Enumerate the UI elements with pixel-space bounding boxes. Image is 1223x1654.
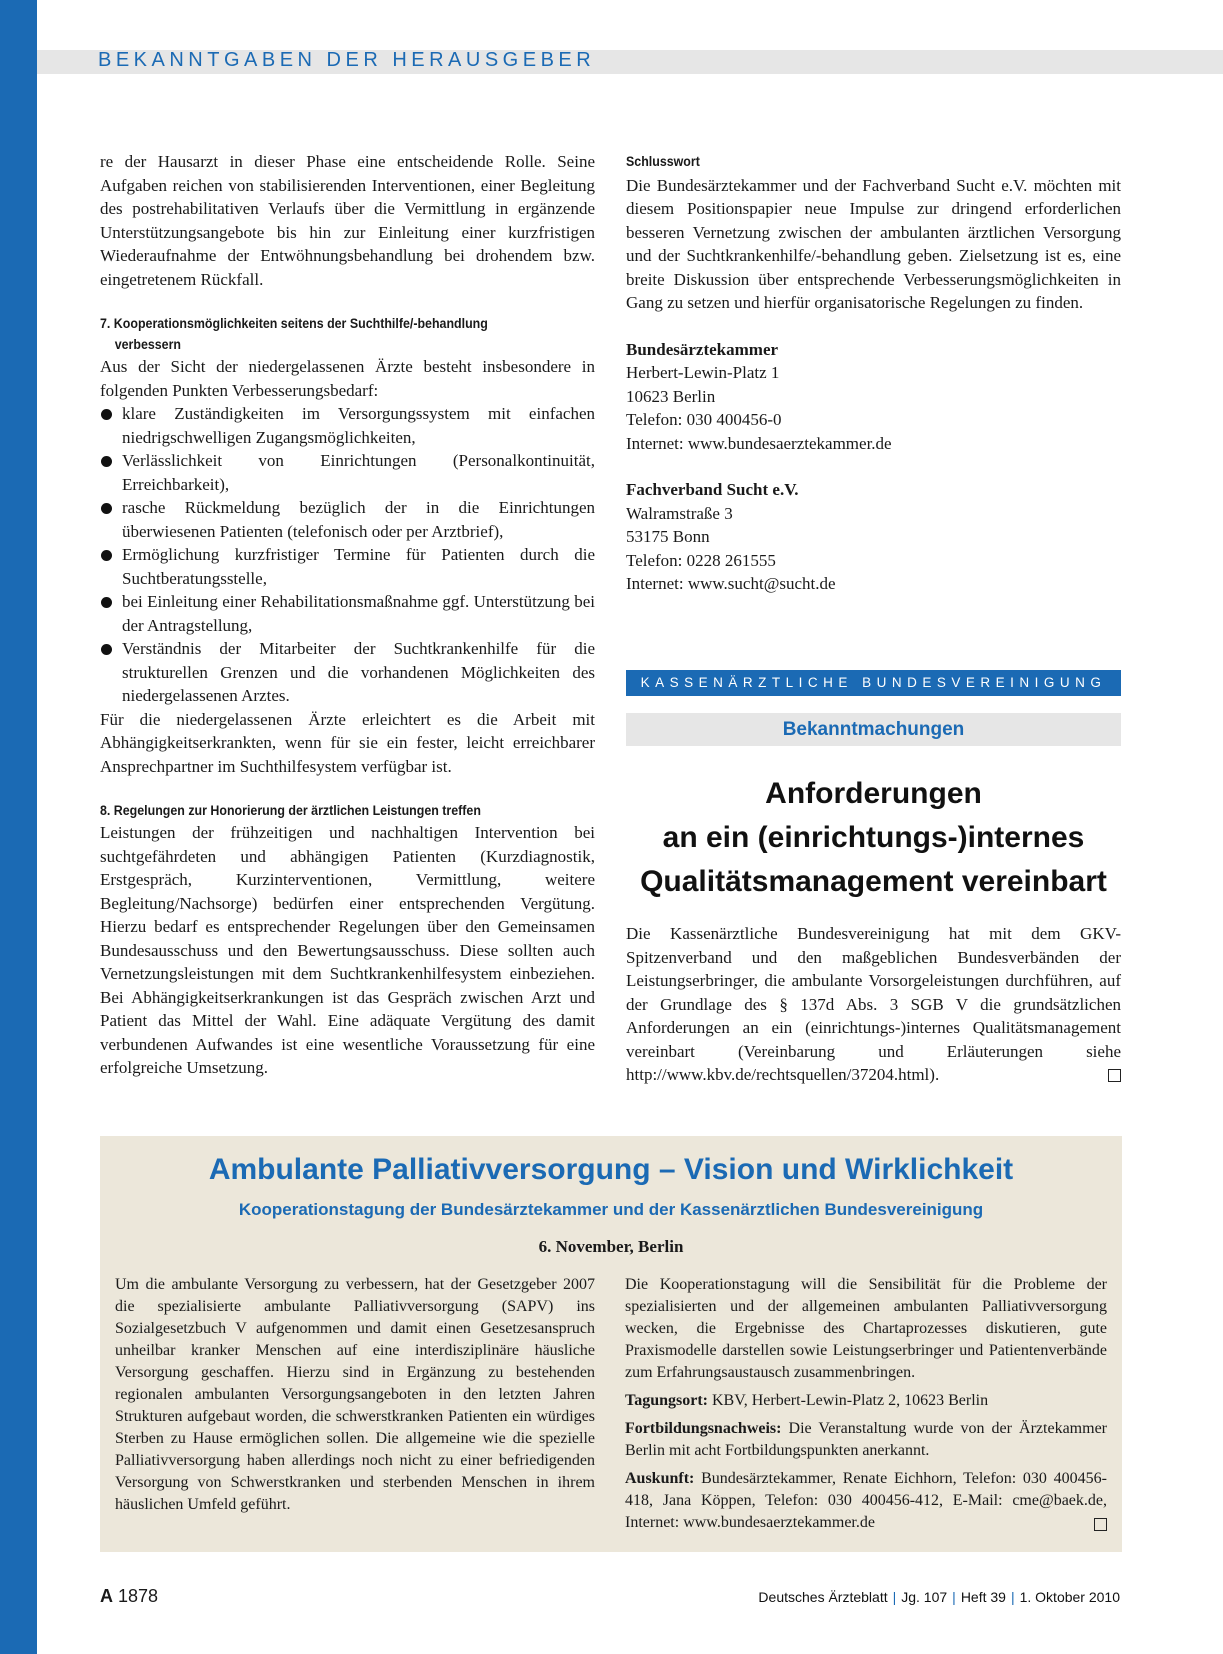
left-color-bar: [0, 0, 37, 1654]
bullet-item: Verlässlichkeit von Einrichtungen (Personalkontinuität, Erreichbarkeit),: [100, 449, 595, 496]
event-venue-label: Tagungsort:: [625, 1392, 708, 1409]
kbv-article-title: [626, 772, 1121, 904]
separator: |: [892, 1589, 897, 1605]
address-street: Herbert-Lewin-Platz 1: [626, 363, 780, 382]
event-cme-text: Die Veranstaltung wurde von der Ärztekammer Berlin mit acht Fortbildungspunkten anerkannt.: [625, 1420, 1107, 1459]
footer-journal-info: [758, 1589, 1120, 1605]
bullet-item: rasche Rückmeldung bezüglich der in die Einrichtungen überwiesenen Patienten (telefonisch oder per Arztbrief),: [100, 496, 595, 543]
section-8-heading: 8. Regelungen zur Honorierung der ärztlichen Leistungen treffen: [100, 803, 481, 818]
kbv-body-text: Die Kassenärztliche Bundesvereinigung hat mit dem GKV-Spitzenverband und den maßgeblichen Bundesverbänden der Leistungserbringer, die ambulante Vorsorgeleistungen durchführen, auf der Grundlage des § 137d Abs. 3 SGB V die grundsätzlichen Anforderungen an ein (einrichtungs-)internes Qualitätsmanagement vereinbart (Vereinbarung und Erläuterungen siehe http://www.kbv.de/rechtsquellen/37204.html).: [626, 924, 1121, 1084]
section-7-bullet-list: [100, 402, 595, 708]
section-7-heading-line2: verbessern: [114, 337, 182, 352]
address-bundesaerztekammer: [626, 338, 1121, 456]
event-announcement-box: [100, 1136, 1122, 1552]
schlusswort-body: Die Bundesärztekammer und der Fachverband Sucht e.V. möchten mit diesem Positionspapier neue Impulse zur dringend erforderlichen besseren Vernetzung zwischen der ambulanten ärztlichen Versorgung und der Suchtkrankenhilfe/-behandlung geben. Zielsetzung ist es, eine breite Diskussion über entsprechende Verbesserungsmöglichkeiten in Gang zu setzen und hierfür organisatorische Regelungen zu finden.: [626, 175, 1121, 312]
event-cme-label: Fortbildungsnachweis:: [625, 1420, 782, 1437]
address-web: Internet: www.sucht@sucht.de: [626, 574, 836, 593]
journal-volume: Jg. 107: [901, 1589, 948, 1605]
event-venue-text: KBV, Herbert-Lewin-Platz 2, 10623 Berlin: [711, 1392, 989, 1409]
address-city: 53175 Bonn: [626, 527, 710, 546]
event-left-column: [115, 1274, 595, 1522]
event-left-body: Um die ambulante Versorgung zu verbessern, hat der Gesetzgeber 2007 die spezialisierte ambulante Palliativversorgung (SAPV) ins Sozialgesetzbuch V aufgenommen und damit einen Gesetzesanspruch unheilbar kranker Menschen auf eine interdisziplinäre häusliche Versorgung geschaffen. Hierzu sind in Ergänzung zu bestehenden regionalen ambulanten Versorgungsangeboten in den letzten Jahren Strukturen aufgebaut worden, die schwerstkranken Patienten ein würdiges Sterben zu Hause ermöglichen sollen. Die allgemeine wie die spezielle Palliativversorgung haben allerdings noch nicht zu einer befriedigenden Versorgung von Schwerstkranken und sterbenden Menschen in ihrem häuslichen Umfeld geführt.: [115, 1276, 595, 1513]
intro-paragraph: re der Hausarzt in dieser Phase eine entscheidende Rolle. Seine Aufgaben reichen von stabilisierenden Interventionen, einer Begleitung des postrehabilitativen Verlaufs über die Vermittlung in ergänzende Unterstützungsangebote bis hin zur Einleitung einer kurzfristigen Wiederaufnahme der Entwöhnungsbehandlung bei drohendem bzw. eingetretenem Rückfall.: [100, 152, 595, 289]
kbv-section-bar: KASSENÄRZTLICHE BUNDESVEREINIGUNG: [626, 670, 1121, 696]
section-7-closing: Für die niedergelassenen Ärzte erleichtert es die Arbeit mit Abhängigkeitserkrankten, wenn für sie ein fester, leicht erreichbarer Ansprechpartner im Suchthilfesystem verfügbar ist.: [100, 709, 595, 776]
journal-issue: Heft 39: [960, 1589, 1006, 1605]
event-title: Ambulante Palliativversorgung – Vision und Wirklichkeit: [208, 1153, 1014, 1186]
address-name: Bundesärztekammer: [626, 339, 779, 359]
footer-page-number: [100, 1586, 158, 1607]
left-column: [100, 150, 595, 1080]
event-cme: [625, 1418, 1107, 1462]
address-phone: Telefon: 0228 261555: [626, 550, 776, 570]
separator: |: [952, 1589, 956, 1605]
bullet-item: klare Zuständigkeiten im Versorgungssystem mit einfachen niedrigschwelligen Zugangsmöglichkeiten,: [100, 402, 595, 449]
kbv-subheading: Bekanntmachungen: [626, 713, 1121, 746]
bullet-item: bei Einleitung einer Rehabilitationsmaßnahme ggf. Unterstützung bei der Antragstellung,: [100, 590, 595, 637]
address-name: Fachverband Sucht e.V.: [626, 480, 799, 499]
separator: |: [1010, 1589, 1015, 1605]
event-info: [625, 1468, 1107, 1534]
address-street: Walramstraße 3: [626, 503, 733, 523]
end-mark-icon: [1108, 1069, 1121, 1082]
section-7-lead: Aus der Sicht der niedergelassenen Ärzte besteht insbesondere in folgenden Punkten Verbesserungsbedarf:: [100, 357, 595, 400]
event-subtitle: Kooperationstagung der Bundesärztekammer und der Kassenärztlichen Bundesvereinigung: [238, 1200, 984, 1219]
event-right-column: [625, 1274, 1107, 1540]
page-prefix: A: [100, 1586, 113, 1606]
right-column: [626, 150, 1121, 596]
address-fachverband-sucht: [626, 478, 1121, 596]
kbv-title-line3: Qualitätsmanagement vereinbart: [640, 865, 1107, 898]
address-phone: Telefon: 030 400456-0: [626, 410, 782, 429]
schlusswort-heading: Schlusswort: [626, 154, 700, 169]
address-web: Internet: www.bundesaerztekammer.de: [626, 433, 892, 453]
section-7-heading-line1: 7. Kooperationsmöglichkeiten seitens der Suchthilfe/-behandlung: [100, 316, 488, 331]
page-number: 1878: [118, 1586, 159, 1606]
kbv-article-body: [626, 922, 1121, 1087]
kbv-title-line2: an ein (einrichtungs-)internes: [662, 821, 1085, 854]
kbv-title-line1: Anforderungen: [765, 777, 982, 810]
address-city: 10623 Berlin: [626, 386, 716, 406]
event-info-text: Bundesärztekammer, Renate Eichhorn, Telefon: 030 400456-418, Jana Köppen, Telefon: 030 400456-412, E-Mail: cme@baek.de, Internet: www.bundesaerztekammer.de: [625, 1470, 1107, 1531]
event-right-body: Die Kooperationstagung will die Sensibilität für die Probleme der spezialisierten und der allgemeinen ambulanten Palliativversorgung wecken, die Ergebnisse des Chartaprozesses diskutieren, gute Praxismodelle darstellen sowie Leistungserbringer und Patientenverbände zum Erfahrungsaustausch zusammenbringen.: [625, 1276, 1107, 1381]
event-info-label: Auskunft:: [625, 1470, 695, 1487]
section-7-heading: [100, 313, 555, 355]
journal-name: Deutsches Ärzteblatt: [758, 1589, 888, 1605]
event-date: 6. November, Berlin: [538, 1237, 684, 1256]
end-mark-icon: [1094, 1518, 1107, 1531]
journal-date: 1. Oktober 2010: [1019, 1589, 1120, 1605]
event-venue: [625, 1390, 1107, 1412]
section-8-body: Leistungen der frühzeitigen und nachhaltigen Intervention bei suchtgefährdeten und abhängigen Patienten (Kurzdiagnostik, Erstgespräch, Kurzinterventionen, Vermittlung, weitere Begleitung/Nachsorge) bedürfen einer entsprechenden Vergütung. Hierzu bedarf es entsprechender Regelungen über den Gemeinsamen Bundesausschuss und den Bewertungsausschuss. Diese sollten auch Vernetzungsleistungen mit dem Suchtkrankenhilfesystem einbeziehen. Bei Abhängigkeitserkrankungen ist das Gespräch zwischen Arzt und Patient das Mittel der Wahl. Eine adäquate Vergütung des damit verbundenen Aufwandes ist eine wesentliche Voraussetzung für eine erfolgreiche Umsetzung.: [100, 823, 595, 1077]
bullet-item: Ermöglichung kurzfristiger Termine für Patienten durch die Suchtberatungsstelle,: [100, 543, 595, 590]
bullet-item: Verständnis der Mitarbeiter der Suchtkrankenhilfe für die strukturellen Grenzen und die vorhandenen Möglichkeiten des niedergelassenen Arztes.: [100, 637, 595, 708]
section-header: BEKANNTGABEN DER HERAUSGEBER: [98, 49, 596, 71]
